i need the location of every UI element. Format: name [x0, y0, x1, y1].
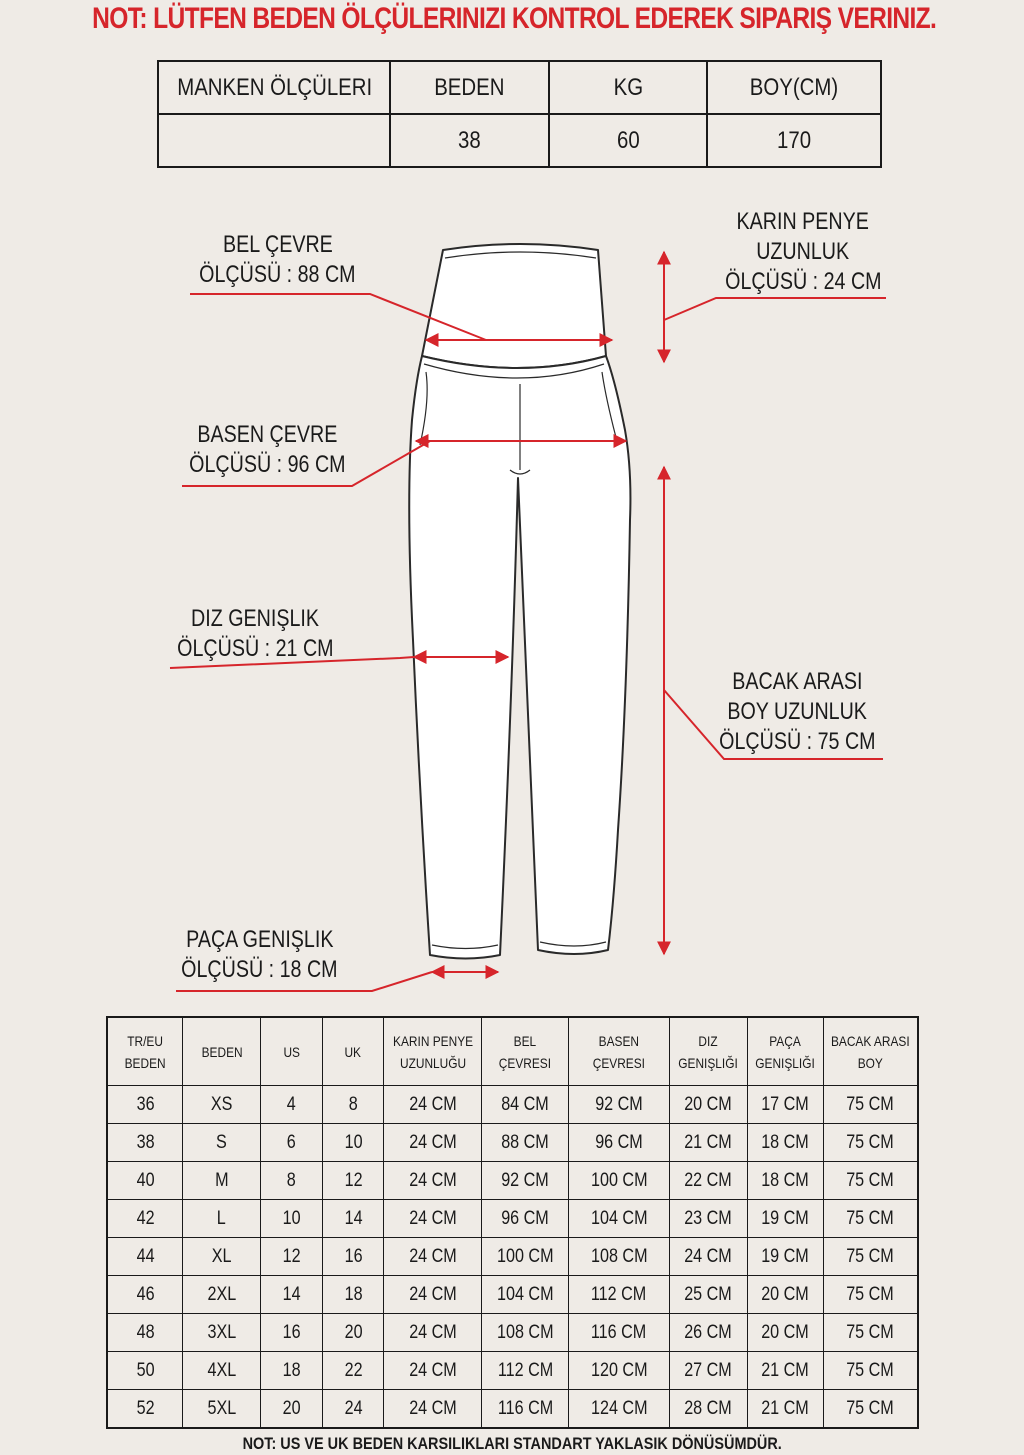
table-cell: 20 CM [747, 1314, 823, 1352]
size-header-cell: BACAK ARASI BOY [823, 1017, 918, 1086]
table-cell: 18 [322, 1276, 384, 1314]
table-cell: 4XL [183, 1352, 261, 1390]
table-cell: 20 [322, 1314, 384, 1352]
table-cell: 24 CM [384, 1276, 482, 1314]
model-header-cell: BOY(CM) [707, 61, 881, 114]
table-cell: 50 [107, 1352, 183, 1390]
table-cell: M [183, 1162, 261, 1200]
table-cell: 20 CM [669, 1086, 747, 1124]
table-cell: 48 [107, 1314, 183, 1352]
size-header-cell: BEDEN [183, 1017, 261, 1086]
table-cell: 75 CM [823, 1314, 918, 1352]
table-cell: 24 CM [384, 1124, 482, 1162]
hem-label: PAÇA GENIŞLIK ÖLÇÜSÜ : 18 CM [181, 926, 338, 983]
bottom-note: NOT: US VE UK BEDEN KARSILIKLARI STANDART YAKLASIK DÖNÜSÜMDÜR. [242, 1434, 782, 1453]
inseam-label: BACAK ARASI BOY UZUNLUK ÖLÇÜSÜ : 75 CM [719, 668, 876, 755]
table-cell: 112 CM [482, 1352, 569, 1390]
size-header-cell: DIZ GENIŞLIĞI [669, 1017, 747, 1086]
pants-outline [409, 244, 630, 959]
table-cell: 24 CM [669, 1238, 747, 1276]
table-cell: 21 CM [747, 1352, 823, 1390]
size-header-cell: PAÇA GENIŞLIĞI [747, 1017, 823, 1086]
size-header-cell: KARIN PENYE UZUNLUĞU [384, 1017, 482, 1086]
waist-label: BEL ÇEVRE ÖLÇÜSÜ : 88 CM [199, 231, 356, 288]
table-cell: 75 CM [823, 1238, 918, 1276]
size-chart-table [106, 1016, 919, 1429]
table-cell: 14 [261, 1276, 323, 1314]
table-cell: XL [183, 1238, 261, 1276]
table-cell: 8 [261, 1162, 323, 1200]
hip-label: BASEN ÇEVRE ÖLÇÜSÜ : 96 CM [189, 421, 346, 478]
table-cell: XS [183, 1086, 261, 1124]
table-cell: 75 CM [823, 1086, 918, 1124]
table-cell: 8 [322, 1086, 384, 1124]
table-cell: 75 CM [823, 1352, 918, 1390]
table-cell: 24 CM [384, 1390, 482, 1429]
table-cell: 18 CM [747, 1162, 823, 1200]
table-cell: 84 CM [482, 1086, 569, 1124]
table-cell: 24 [322, 1390, 384, 1429]
table-cell: 24 CM [384, 1352, 482, 1390]
table-cell: 25 CM [669, 1276, 747, 1314]
table-cell: 19 CM [747, 1200, 823, 1238]
table-cell: 24 CM [384, 1162, 482, 1200]
table-row [107, 1352, 918, 1390]
model-value-cell: 170 [707, 114, 881, 167]
table-cell: 19 CM [747, 1238, 823, 1276]
model-header-cell: MANKEN ÖLÇÜLERI [158, 61, 390, 114]
table-cell: 116 CM [482, 1390, 569, 1429]
size-table-header-row [107, 1017, 918, 1086]
table-cell: 36 [107, 1086, 183, 1124]
table-cell: 92 CM [569, 1086, 670, 1124]
table-cell: 24 CM [384, 1238, 482, 1276]
belly-leader [664, 298, 886, 320]
model-header-cell: BEDEN [390, 61, 549, 114]
table-cell: 24 CM [384, 1086, 482, 1124]
table-cell: 12 [261, 1238, 323, 1276]
table-cell: 20 CM [747, 1276, 823, 1314]
table-cell: 100 CM [569, 1162, 670, 1200]
table-row [107, 1276, 918, 1314]
table-cell: 75 CM [823, 1390, 918, 1429]
table-cell: 52 [107, 1390, 183, 1429]
table-cell: 120 CM [569, 1352, 670, 1390]
table-cell: 14 [322, 1200, 384, 1238]
table-cell: 3XL [183, 1314, 261, 1352]
table-cell: 6 [261, 1124, 323, 1162]
table-cell: 27 CM [669, 1352, 747, 1390]
table-cell: 4 [261, 1086, 323, 1124]
table-cell: 75 CM [823, 1124, 918, 1162]
table-cell: S [183, 1124, 261, 1162]
knee-label: DIZ GENIŞLIK ÖLÇÜSÜ : 21 CM [177, 605, 334, 662]
table-cell: 21 CM [747, 1390, 823, 1429]
table-cell: 18 CM [747, 1124, 823, 1162]
table-cell: 16 [261, 1314, 323, 1352]
table-row [107, 1390, 918, 1429]
table-row [107, 1314, 918, 1352]
table-cell: 108 CM [569, 1238, 670, 1276]
table-cell: 22 CM [669, 1162, 747, 1200]
table-cell: 44 [107, 1238, 183, 1276]
size-header-cell: BASEN ÇEVRESI [569, 1017, 670, 1086]
table-cell: 75 CM [823, 1162, 918, 1200]
table-cell: 16 [322, 1238, 384, 1276]
size-header-cell: BEL ÇEVRESI [482, 1017, 569, 1086]
table-cell: 22 [322, 1352, 384, 1390]
size-header-cell: US [261, 1017, 323, 1086]
top-note: NOT: LÜTFEN BEDEN ÖLÇÜLERINIZI KONTROL EDEREK SIPARIŞ VERINIZ. [92, 2, 937, 35]
table-row [107, 1124, 918, 1162]
model-value-cell: 38 [390, 114, 549, 167]
table-cell: 104 CM [569, 1200, 670, 1238]
table-cell: 108 CM [482, 1314, 569, 1352]
table-cell: 28 CM [669, 1390, 747, 1429]
table-cell: 75 CM [823, 1276, 918, 1314]
table-row [107, 1162, 918, 1200]
model-value-cell: 60 [549, 114, 707, 167]
table-cell: 124 CM [569, 1390, 670, 1429]
table-cell: 38 [107, 1124, 183, 1162]
table-cell: 24 CM [384, 1314, 482, 1352]
table-row [107, 1238, 918, 1276]
table-cell: 40 [107, 1162, 183, 1200]
table-cell: L [183, 1200, 261, 1238]
table-cell: 46 [107, 1276, 183, 1314]
table-cell: 100 CM [482, 1238, 569, 1276]
table-cell: 92 CM [482, 1162, 569, 1200]
table-cell: 116 CM [569, 1314, 670, 1352]
table-cell: 104 CM [482, 1276, 569, 1314]
model-header-cell: KG [549, 61, 707, 114]
table-cell: 88 CM [482, 1124, 569, 1162]
table-cell: 18 [261, 1352, 323, 1390]
table-cell: 10 [261, 1200, 323, 1238]
table-cell: 26 CM [669, 1314, 747, 1352]
table-cell: 24 CM [384, 1200, 482, 1238]
size-table-body [107, 1086, 918, 1429]
belly-length-label: KARIN PENYE UZUNLUK ÖLÇÜSÜ : 24 CM [725, 208, 882, 295]
table-cell: 5XL [183, 1390, 261, 1429]
table-cell: 12 [322, 1162, 384, 1200]
table-cell: 2XL [183, 1276, 261, 1314]
table-cell: 10 [322, 1124, 384, 1162]
size-header-cell: UK [322, 1017, 384, 1086]
table-cell: 20 [261, 1390, 323, 1429]
table-cell: 21 CM [669, 1124, 747, 1162]
table-row [107, 1086, 918, 1124]
table-cell: 23 CM [669, 1200, 747, 1238]
size-header-cell: TR/EU BEDEN [107, 1017, 183, 1086]
table-row [107, 1200, 918, 1238]
table-cell: 75 CM [823, 1200, 918, 1238]
table-cell: 112 CM [569, 1276, 670, 1314]
table-cell: 42 [107, 1200, 183, 1238]
table-cell: 96 CM [482, 1200, 569, 1238]
table-cell: 96 CM [569, 1124, 670, 1162]
table-cell: 17 CM [747, 1086, 823, 1124]
